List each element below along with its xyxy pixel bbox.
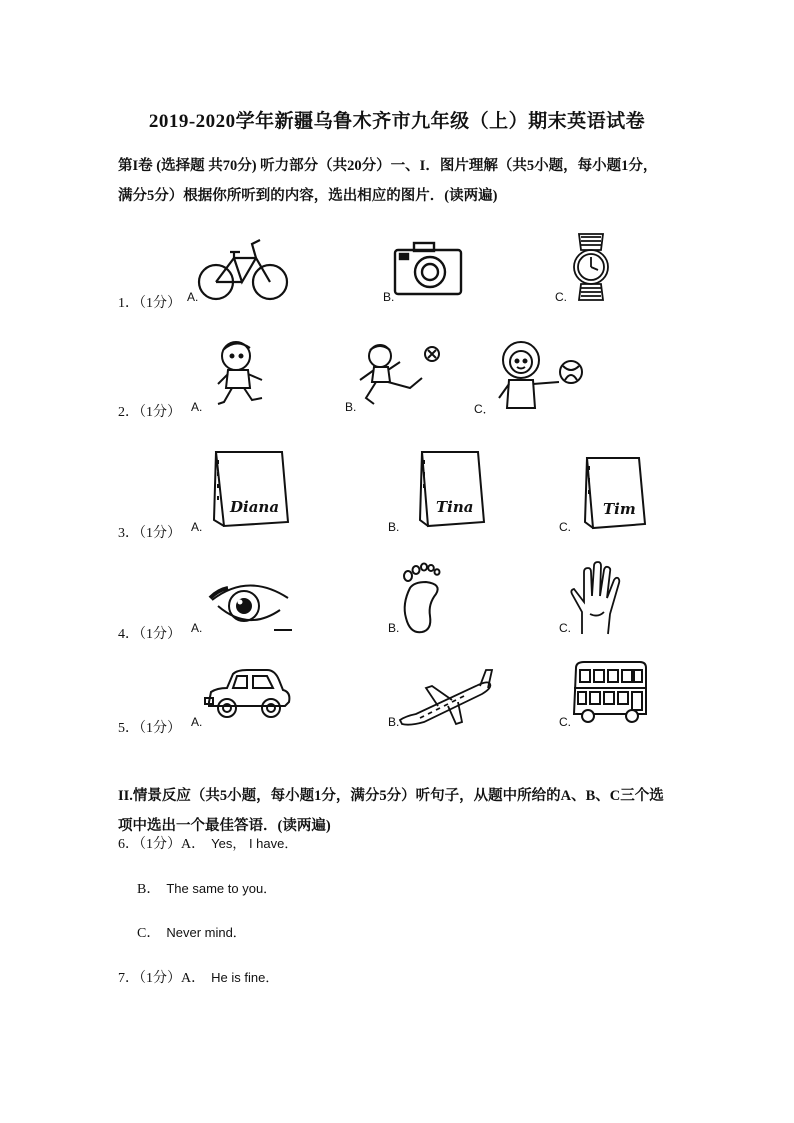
q3-option-a[interactable]: A. xyxy=(191,520,203,534)
q5-option-c[interactable]: C. xyxy=(559,715,571,729)
book-tim-icon xyxy=(579,456,651,532)
question-7-label: 7．（1分）A． xyxy=(118,971,206,986)
hand-icon xyxy=(568,558,624,638)
q2-option-a[interactable]: A. xyxy=(191,400,203,414)
q6-option-c-label: C． xyxy=(137,926,161,941)
q4-option-b[interactable]: B. xyxy=(388,621,400,635)
foot-icon xyxy=(398,560,446,636)
page-title: 2019-2020学年新疆乌鲁木齐市九年级（上）期末英语试卷 xyxy=(148,111,646,132)
bus-icon xyxy=(570,660,650,726)
question-4-label: 4．（1分） xyxy=(118,627,181,642)
q6-option-c-text[interactable]: Never mind． xyxy=(166,925,246,940)
section2-instructions xyxy=(118,781,678,841)
q1-option-c[interactable]: C. xyxy=(555,290,567,304)
airplane-icon xyxy=(396,664,496,730)
q5-option-a[interactable]: A. xyxy=(191,715,203,729)
eye-icon xyxy=(208,574,294,634)
question-3-label: 3．（1分） xyxy=(118,526,181,541)
section2-line2: 项中选出一个最佳答语．(读两遍) xyxy=(118,818,331,834)
q3-option-b[interactable]: B. xyxy=(388,520,400,534)
book-label-tim: Tim xyxy=(603,500,636,518)
book-label-tina: Tina xyxy=(436,498,474,516)
q6-option-b-label: B． xyxy=(137,882,161,897)
question-2-label: 2．（1分） xyxy=(118,405,181,420)
q6-option-b[interactable] xyxy=(137,878,276,898)
q1-option-a[interactable]: A. xyxy=(187,290,199,304)
bicycle-icon xyxy=(196,236,291,304)
question-1-label: 1．（1分） xyxy=(118,296,181,311)
book-label-diana: Diana xyxy=(230,498,280,516)
watch-icon xyxy=(565,232,615,302)
q7-option-a-text[interactable]: He is fine． xyxy=(211,970,279,985)
book-tina-icon xyxy=(414,450,490,530)
q6-option-b-text[interactable]: The same to you． xyxy=(166,881,277,896)
car-icon xyxy=(203,666,293,722)
section1-line2: 满分5分）根据你所听到的内容，选出相应的图片．(读两遍) xyxy=(118,188,498,204)
q3-option-c[interactable]: C. xyxy=(559,520,571,534)
volleyball-boy-icon xyxy=(493,334,589,414)
section1-line1: 第I卷 (选择题 共70分) 听力部分（共20分）一、I．图片理解（共5小题，每小题1分， xyxy=(118,158,658,174)
book-diana-icon xyxy=(208,450,294,530)
section1-instructions xyxy=(118,151,678,211)
q6-option-a-text[interactable]: Yes， I have． xyxy=(211,836,298,851)
football-boy-icon xyxy=(356,340,444,408)
running-boy-icon xyxy=(208,336,278,412)
q2-option-b[interactable]: B. xyxy=(345,400,357,414)
q1-option-b[interactable]: B. xyxy=(383,290,395,304)
q2-option-c[interactable]: C． xyxy=(474,402,495,416)
question-6-label: 6．（1分）A． xyxy=(118,837,206,852)
q5-option-b[interactable]: B. xyxy=(388,715,400,729)
q4-option-c[interactable]: C. xyxy=(559,621,571,635)
q6-option-c[interactable] xyxy=(137,922,246,942)
section2-line1: II.情景反应（共5小题，每小题1分，满分5分）听句子，从题中所给的A、B、C三个选 xyxy=(118,788,664,804)
camera-icon xyxy=(392,240,464,296)
q4-option-a[interactable]: A. xyxy=(191,621,203,635)
question-6 xyxy=(118,833,297,853)
question-7 xyxy=(118,967,278,987)
question-5-label: 5．（1分） xyxy=(118,721,181,736)
